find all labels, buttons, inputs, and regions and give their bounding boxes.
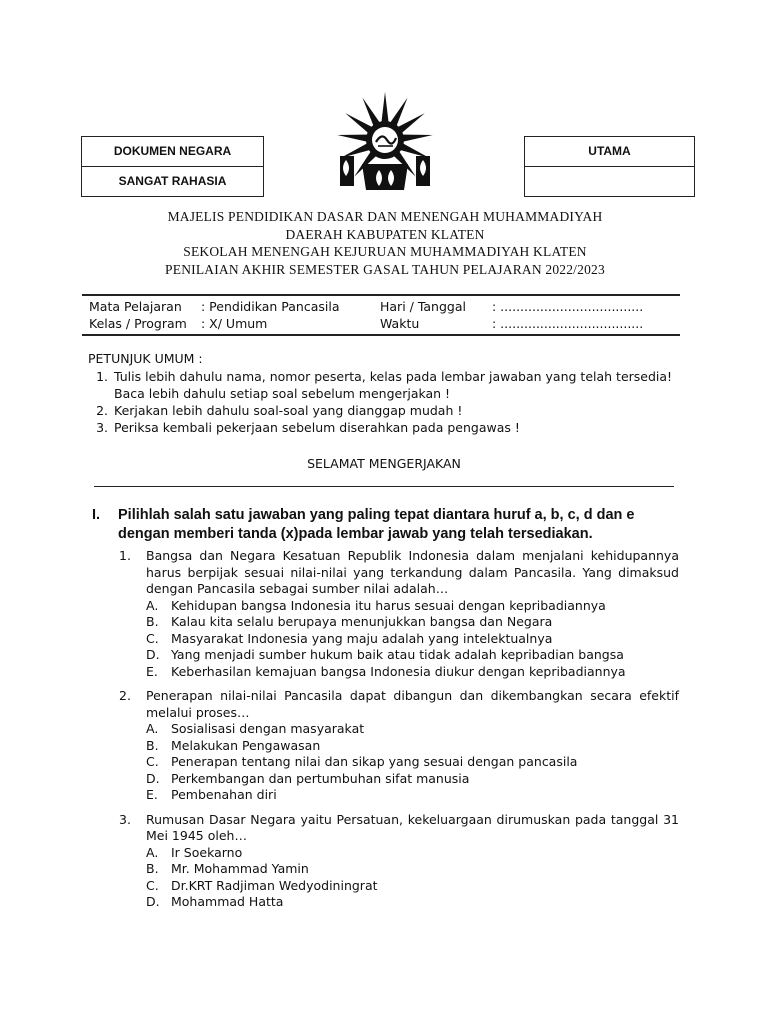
question-text: Rumusan Dasar Negara yaitu Persatuan, kekeluargaan dirumuskan pada tanggal 31 Mei 1945 oleh… bbox=[146, 811, 679, 843]
status-label: UTAMA bbox=[588, 144, 631, 158]
option-letter: A. bbox=[146, 721, 159, 736]
option-text: Pembenahan diri bbox=[171, 787, 277, 802]
option-letter: C. bbox=[146, 754, 159, 769]
option-letter: B. bbox=[146, 861, 159, 876]
general-instructions bbox=[88, 350, 688, 436]
greeting-text: SELAMAT MENGERJAKAN bbox=[307, 456, 461, 471]
answer-option bbox=[146, 614, 679, 631]
question-number: 3. bbox=[119, 811, 131, 827]
section-heading bbox=[92, 506, 692, 544]
option-text: Kehidupan bangsa Indonesia itu harus sesuai dengan kepribadiannya bbox=[171, 597, 606, 613]
answer-option bbox=[146, 878, 679, 895]
answer-option bbox=[146, 787, 679, 804]
option-letter: C. bbox=[146, 630, 159, 646]
section-number: I. bbox=[92, 507, 101, 523]
answer-option bbox=[146, 754, 679, 771]
answer-option bbox=[146, 771, 679, 788]
option-text: Kalau kita selalu berupaya menunjukkan bangsa dan Negara bbox=[171, 614, 553, 629]
instruction-item bbox=[112, 402, 688, 419]
instruction-text: 3. Periksa kembali pekerjaan sebelum diserahkan pada pengawas ! bbox=[114, 420, 520, 435]
answer-option bbox=[146, 738, 679, 755]
instruction-text: Baca lebih dahulu setiap soal sebelum mengerjakan ! bbox=[114, 386, 451, 401]
option-text: Yang menjadi sumber hukum baik atau tidak adalah kepribadian bangsa bbox=[171, 647, 624, 662]
option-text: Mr. Mohammad Yamin bbox=[171, 861, 309, 876]
question-text: Penerapan nilai-nilai Pancasila dapat dibangun dan dikembangkan secara efektif melalui proses… bbox=[146, 688, 679, 720]
classification-box bbox=[81, 136, 264, 197]
option-text: Keberhasilan kemajuan bangsa Indonesia diukur dengan kepribadiannya bbox=[171, 663, 626, 679]
answer-option bbox=[146, 721, 679, 738]
subject-label: Mata Pelajaran bbox=[89, 299, 182, 314]
option-text: Melakukan Pengawasan bbox=[171, 737, 321, 753]
document-type-label: DOKUMEN NEGARA bbox=[113, 144, 232, 158]
muhammadiyah-sun-emblem-icon bbox=[330, 90, 440, 194]
option-letter: E. bbox=[146, 663, 158, 679]
question-list bbox=[119, 548, 679, 919]
secrecy-label: SANGAT RAHASIA bbox=[82, 166, 263, 196]
subject-value: : Pendidikan Pancasila bbox=[201, 299, 340, 314]
option-text: Ir Soekarno bbox=[171, 844, 243, 860]
question-item bbox=[119, 548, 679, 680]
answer-option bbox=[146, 664, 679, 681]
option-letter: D. bbox=[146, 647, 160, 662]
institution-line: MAJELIS PENDIDIKAN DASAR DAN MENENGAH MUHAMMADIYAH bbox=[167, 209, 603, 224]
option-text: Sosialisasi dengan masyarakat bbox=[171, 721, 365, 736]
info-bottom-divider bbox=[82, 334, 680, 336]
instructions-title: PETUNJUK UMUM : bbox=[88, 351, 203, 366]
date-label: Hari / Tanggal bbox=[380, 299, 466, 314]
option-letter: A. bbox=[146, 844, 159, 860]
option-text: Perkembangan dan pertumbuhan sifat manusia bbox=[171, 770, 470, 786]
option-text: Masyarakat Indonesia yang maju adalah yang intelektualnya bbox=[171, 630, 553, 646]
section-instruction: Pilihlah salah satu jawaban yang paling tepat diantara huruf a, b, c, d dan e bbox=[118, 507, 635, 523]
question-text: Bangsa dan Negara Kesatuan Republik Indonesia dalam menjalani kehidupannya harus berpijak sesuai nilai-nilai yang terkandung dalam Pancasila. Yang dimaksud dengan Pancasila sebagai sumber nilai adalah… bbox=[146, 548, 679, 596]
answer-option bbox=[146, 894, 679, 911]
instruction-item bbox=[112, 419, 688, 436]
info-top-divider bbox=[82, 294, 680, 296]
instructions-list bbox=[88, 368, 688, 436]
institution-heading bbox=[60, 208, 710, 278]
class-value: : X/ Umum bbox=[201, 316, 268, 331]
answer-option bbox=[146, 631, 679, 648]
instruction-item bbox=[112, 368, 688, 402]
option-text: Penerapan tentang nilai dan sikap yang sesuai dengan pancasila bbox=[171, 754, 578, 769]
question-number: 1. bbox=[119, 548, 131, 563]
option-letter: D. bbox=[146, 894, 160, 909]
instruction-text: 2. Kerjakan lebih dahulu soal-soal yang dianggap mudah ! bbox=[114, 403, 463, 418]
option-letter: D. bbox=[146, 770, 160, 786]
answer-option bbox=[146, 598, 679, 615]
option-letter: A. bbox=[146, 597, 159, 613]
option-letter: B. bbox=[146, 614, 159, 629]
question-item bbox=[119, 812, 679, 911]
time-value: : .................................... bbox=[492, 316, 644, 331]
institution-line: SEKOLAH MENENGAH KEJURUAN MUHAMMADIYAH KLATEN bbox=[183, 244, 587, 259]
status-box bbox=[524, 136, 695, 197]
question-number: 2. bbox=[119, 688, 131, 703]
status-blank-cell bbox=[525, 166, 694, 196]
instruction-text: 1. Tulis lebih dahulu nama, nomor peserta, kelas pada lembar jawaban yang telah tersedia! bbox=[114, 369, 673, 384]
date-value: : .................................... bbox=[492, 299, 644, 314]
section-instruction: dengan memberi tanda (x)pada lembar jawab yang telah tersediakan. bbox=[118, 526, 593, 542]
answer-option bbox=[146, 845, 679, 862]
exam-title: PENILAIAN AKHIR SEMESTER GASAL TAHUN PELAJARAN 2022/2023 bbox=[165, 261, 605, 277]
greeting-divider bbox=[94, 486, 674, 487]
answer-option bbox=[146, 861, 679, 878]
option-text: Mohammad Hatta bbox=[171, 894, 284, 909]
answer-option bbox=[146, 647, 679, 664]
option-letter: E. bbox=[146, 787, 158, 802]
option-text: Dr.KRT Radjiman Wedyodiningrat bbox=[171, 877, 378, 893]
institution-line: DAERAH KABUPATEN KLATEN bbox=[285, 226, 485, 242]
question-item bbox=[119, 688, 679, 804]
time-label: Waktu bbox=[380, 316, 420, 331]
option-letter: B. bbox=[146, 737, 159, 753]
option-letter: C. bbox=[146, 877, 159, 893]
class-label: Kelas / Program bbox=[89, 316, 187, 331]
